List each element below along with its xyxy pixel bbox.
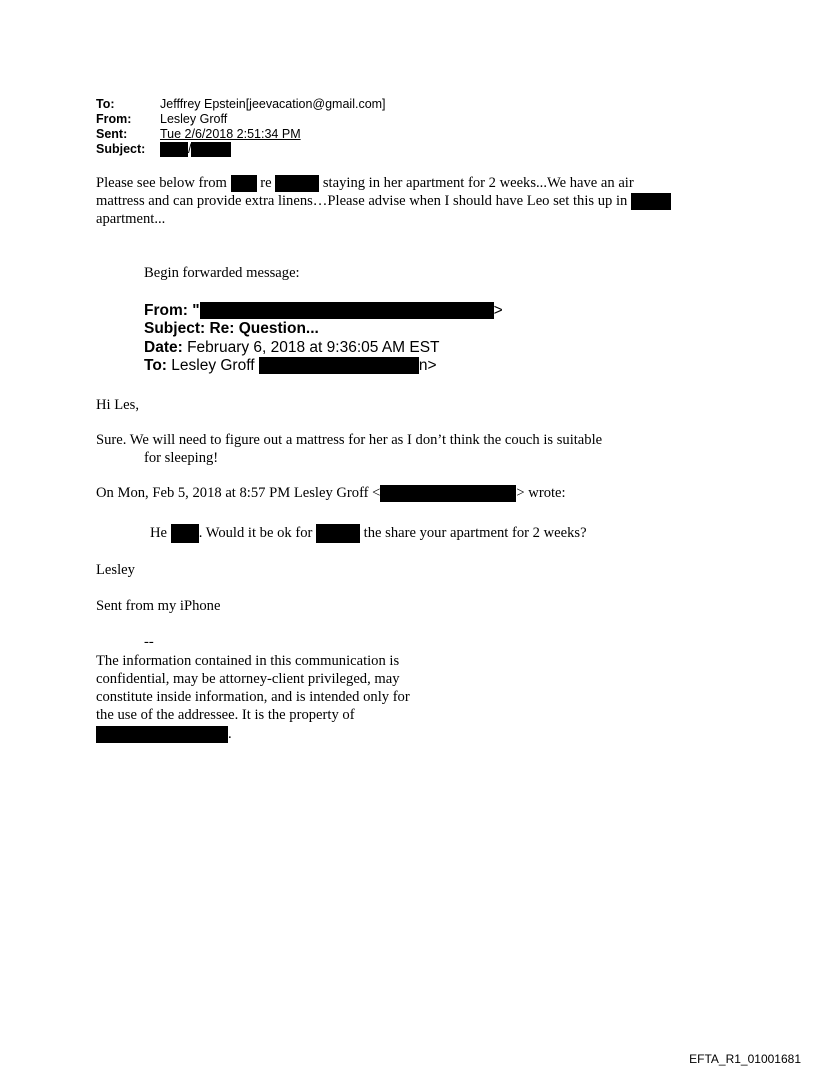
intro-text: re <box>260 175 272 191</box>
to-label: To: <box>96 97 115 111</box>
reply-greeting: Hi Les, <box>96 397 139 413</box>
redaction-block <box>275 175 319 192</box>
intro-text: Please see below from <box>96 175 227 191</box>
disclaimer-line-5 <box>96 726 232 743</box>
intro-line-3: apartment... <box>96 211 166 227</box>
fwd-subject-value: Re: Question... <box>209 320 319 337</box>
redaction-block <box>200 302 494 319</box>
disclaimer-text: . <box>228 726 232 742</box>
intro-text: staying in her apartment for 2 weeks...We have an air <box>322 175 634 191</box>
sent-from: Sent from my iPhone <box>96 598 221 614</box>
to-value: Jefffrey Epstein[jeevacation@gmail.com] <box>160 97 386 111</box>
signature: Lesley <box>96 562 135 578</box>
original-message-line <box>150 524 587 543</box>
intro-line-1 <box>96 175 634 192</box>
original-text: the share your apartment for 2 weeks? <box>363 524 587 541</box>
subject-separator: / <box>188 142 192 156</box>
redaction-block <box>259 357 419 374</box>
fwd-date-value: February 6, 2018 at 9:36:05 AM EST <box>187 339 440 356</box>
disclaimer-line-4: the use of the addressee. It is the property of <box>96 707 355 723</box>
to-row <box>96 97 386 112</box>
reply-body-line-1: Sure. We will need to figure out a mattress for her as I don’t think the couch is suitable <box>96 432 603 448</box>
redaction-block <box>316 524 360 543</box>
fwd-from-label: From: <box>144 302 188 319</box>
fwd-subject-label: Subject: <box>144 320 206 337</box>
fwd-from-row <box>144 302 503 319</box>
intro-line-2 <box>96 193 671 210</box>
subject-row <box>96 142 386 157</box>
fwd-to-tail: n> <box>418 357 437 374</box>
subject-label: Subject: <box>96 142 146 156</box>
fwd-from-quote: " <box>192 302 200 319</box>
quote-header <box>96 485 566 502</box>
quote-header-text: On Mon, Feb 5, 2018 at 8:57 PM Lesley Groff < <box>96 485 381 501</box>
redaction-block <box>191 142 231 157</box>
reply-body-line-2: for sleeping! <box>144 450 219 466</box>
fwd-to-label: To: <box>144 357 167 374</box>
email-header <box>96 97 386 157</box>
begin-forwarded: Begin forwarded message: <box>144 265 300 281</box>
original-text: He <box>150 524 168 541</box>
disclaimer-line-2: confidential, may be attorney-client privileged, may <box>96 671 400 687</box>
redaction-block <box>160 142 188 157</box>
intro-text: mattress and can provide extra linens…Please advise when I should have Leo set this up in <box>96 193 628 209</box>
signature-dashes: -- <box>144 634 154 650</box>
redaction-block <box>96 726 228 743</box>
subject-value <box>160 142 231 157</box>
disclaimer-line-3: constitute inside information, and is intended only for <box>96 689 410 705</box>
fwd-date-row <box>144 339 440 356</box>
quote-header-text: > wrote: <box>516 485 566 501</box>
redaction-block <box>231 175 257 192</box>
fwd-subject-row <box>144 320 319 337</box>
fwd-from-tail: > <box>493 302 503 319</box>
original-text: . Would it be ok for <box>198 524 313 541</box>
sent-label: Sent: <box>96 127 128 141</box>
from-value: Lesley Groff <box>160 112 228 126</box>
redaction-block <box>171 524 199 543</box>
disclaimer-line-1: The information contained in this communication is <box>96 653 400 669</box>
from-row <box>96 112 386 127</box>
fwd-to-value: Lesley Groff <box>171 357 255 374</box>
document-id: EFTA_R1_01001681 <box>689 1052 801 1066</box>
fwd-date-label: Date: <box>144 339 183 356</box>
fwd-to-row <box>144 357 437 374</box>
sent-row <box>96 127 386 142</box>
redaction-block <box>380 485 516 502</box>
from-label: From: <box>96 112 132 126</box>
redaction-block <box>631 193 671 210</box>
sent-value: Tue 2/6/2018 2:51:34 PM <box>160 127 301 141</box>
